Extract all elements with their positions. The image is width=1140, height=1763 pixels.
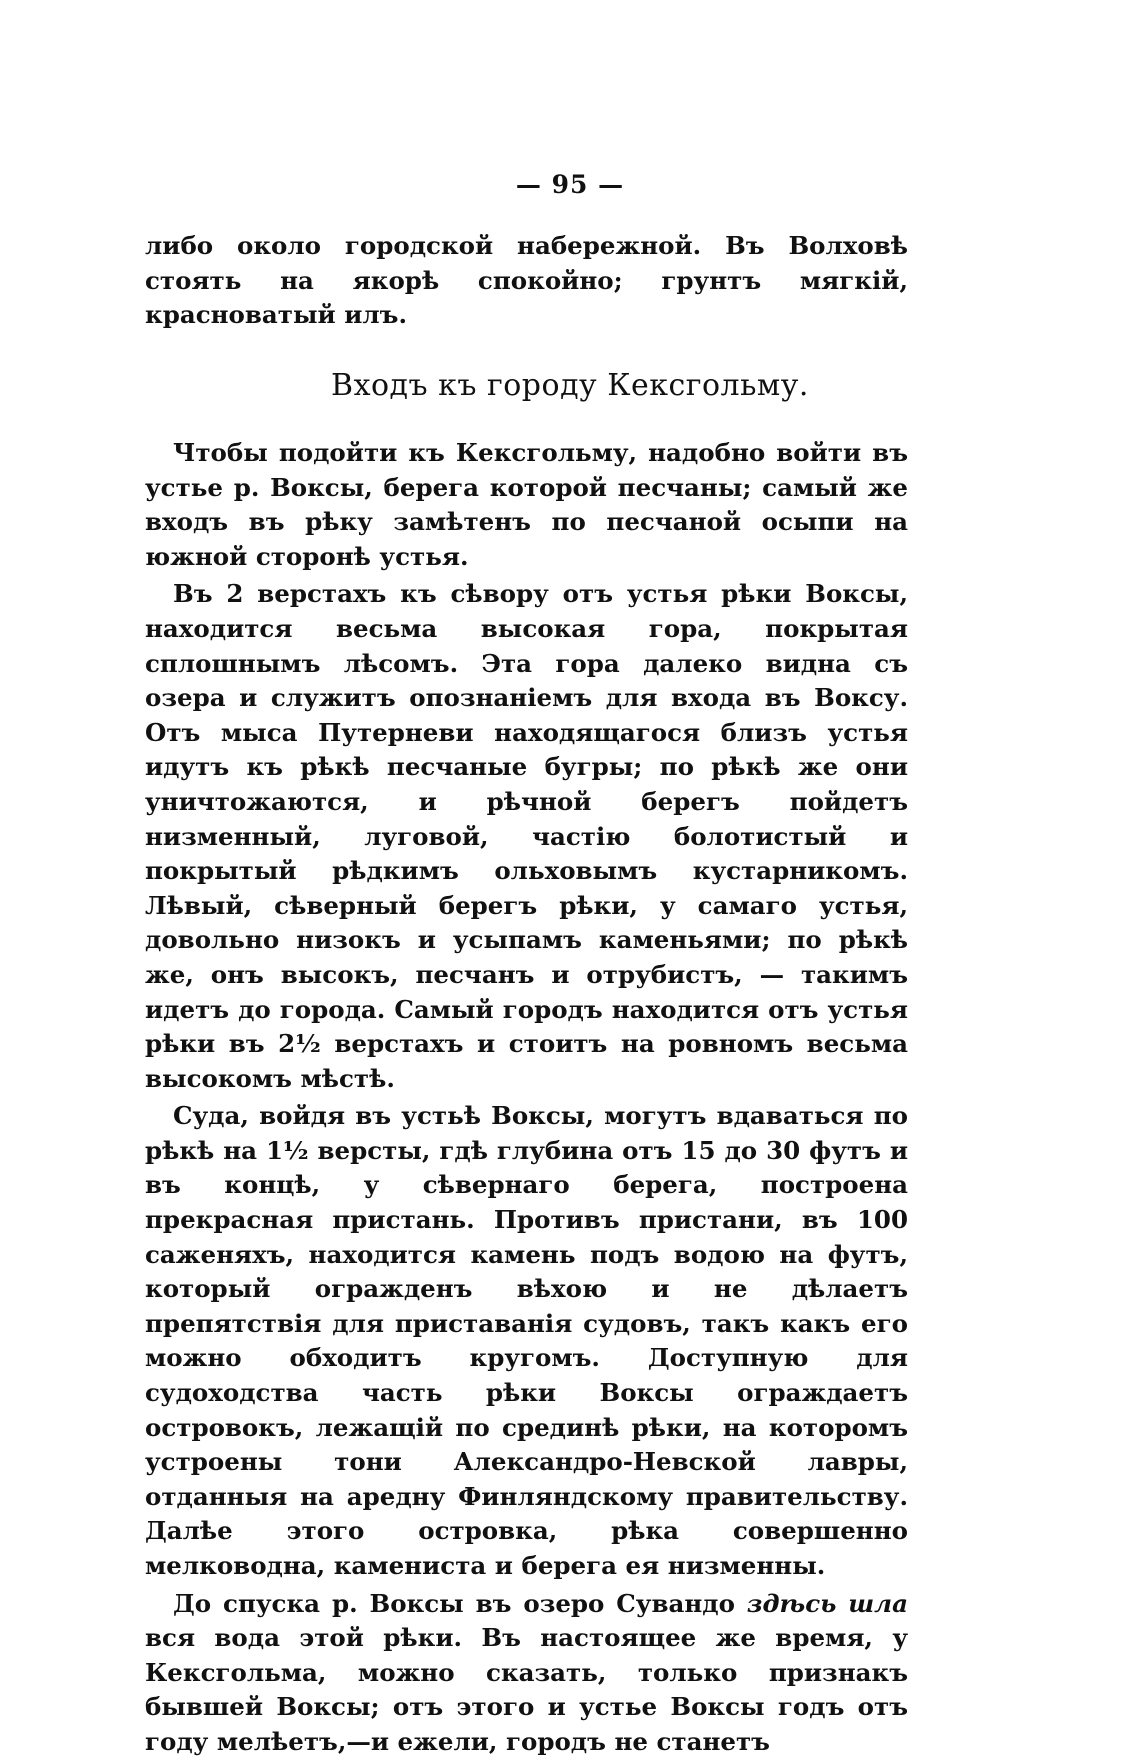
paragraph: Чтобы подойти къ Кексгольму, надобно войти въ устье р. Воксы, берега которой песчаны; самый же входъ въ рѣку замѣтенъ по песчаной осыпи на южной сторонѣ устья. (145, 438, 908, 571)
paragraph: Въ 2 верстахъ къ сѣвору отъ устья рѣки Воксы, находится весьма высокая гора, покрытая сплошнымъ лѣсомъ. Эта гора далеко видна съ озера и служитъ опознаніемъ для входа въ Воксу. Отъ мыса Путерневи находящагося близъ устья идутъ къ рѣкѣ песчаные бугры; по рѣкѣ же они уничтожаются, и рѣчной берегъ пойдетъ низменный, луговой, частію болотистый и покрытый рѣдкимъ ольховымъ кустарникомъ. Лѣвый, сѣверный берегъ рѣки, у самаго устья, довольно низокъ и усыпамъ каменьями; по рѣкѣ же, онъ высокъ, песчанъ и отрубистъ, — такимъ идетъ до города. Самый городъ находится отъ устья рѣки въ 2½ верстахъ и стоитъ на ровномъ весьма высокомъ мѣстѣ. (145, 579, 908, 1093)
italic-phrase: здѣсь шла (746, 1588, 908, 1618)
page-number: — 95 — (515, 170, 625, 199)
lead-paragraph (145, 229, 908, 333)
paragraph (145, 1587, 908, 1760)
paragraph-text: До спуска р. Воксы въ озеро Сувандо (173, 1588, 747, 1618)
lead-text: либо около городской набережной. Въ Волховѣ стоять на якорѣ спокойно; грунтъ мягкій, красноватый илъ. (145, 231, 908, 330)
section-heading: Входъ къ городу Кексгольму. (331, 368, 809, 403)
paragraph: Суда, войдя въ устьѣ Воксы, могутъ вдаваться по рѣкѣ на 1½ версты, гдѣ глубина отъ 15 до 30 футъ и въ концѣ, у сѣвернаго берега, построена прекрасная пристань. Противъ пристани, въ 100 саженяхъ, находится камень подъ водою на футъ, который огражденъ вѣхою и не дѣлаетъ препятствія для приставанія судовъ, такъ какъ его можно обходитъ кругомъ. Доступную для судоходства часть рѣки Воксы ограждаетъ островокъ, лежащій по срединѣ рѣки, на которомъ устроены тони Александро-Невской лавры, отданныя на аредну Финляндскому правительству. Далѣе этого островка, рѣка совершенно мелководна, камениста и берега ея низменны. (145, 1101, 908, 1580)
paragraph-text: вся вода этой рѣки. Въ настоящее же время, у Кексгольма, можно сказать, только признакъ бывшей Воксы; отъ этого и устье Воксы годъ отъ году мелѣетъ,—и ежели, городъ не станетъ (145, 1623, 908, 1756)
section-body (145, 436, 908, 1763)
